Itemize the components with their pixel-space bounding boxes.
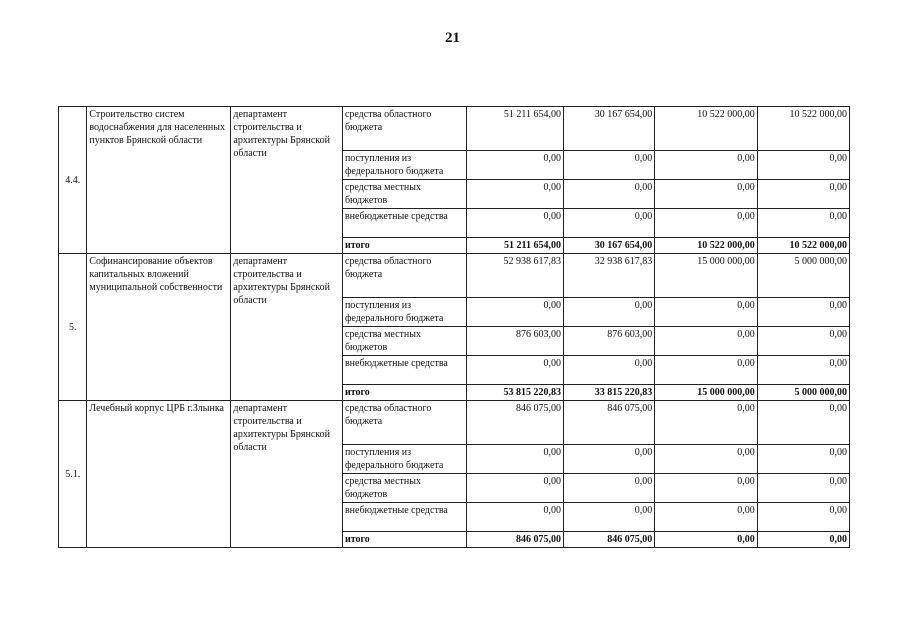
funding-source: средства областного бюджета — [342, 254, 466, 298]
funding-source: средства областного бюджета — [342, 107, 466, 151]
amount-v3: 0,00 — [655, 503, 757, 532]
funding-source: поступления из федерального бюджета — [342, 445, 466, 474]
item-name: Лечебный корпус ЦРБ г.Злынка — [87, 401, 231, 548]
amount-v3: 0,00 — [655, 532, 757, 548]
amount-v3: 0,00 — [655, 151, 757, 180]
amount-v1: 846 075,00 — [466, 401, 563, 445]
item-index: 5. — [59, 254, 87, 401]
funding-source: итого — [342, 238, 466, 254]
amount-v1: 0,00 — [466, 474, 563, 503]
amount-v2: 0,00 — [564, 474, 655, 503]
funding-source: итого — [342, 385, 466, 401]
amount-v4: 10 522 000,00 — [757, 107, 849, 151]
amount-v1: 846 075,00 — [466, 532, 563, 548]
amount-v2: 0,00 — [564, 298, 655, 327]
funding-source: поступления из федерального бюджета — [342, 151, 466, 180]
table-row — [59, 401, 850, 445]
amount-v2: 0,00 — [564, 445, 655, 474]
amount-v2: 846 075,00 — [564, 532, 655, 548]
amount-v3: 15 000 000,00 — [655, 254, 757, 298]
item-name: Строительство систем водоснабжения для населенных пунктов Брянской области — [87, 107, 231, 254]
amount-v4: 0,00 — [757, 532, 849, 548]
amount-v2: 32 938 617,83 — [564, 254, 655, 298]
amount-v1: 0,00 — [466, 356, 563, 385]
amount-v4: 0,00 — [757, 401, 849, 445]
amount-v1: 876 603,00 — [466, 327, 563, 356]
amount-v1: 52 938 617,83 — [466, 254, 563, 298]
amount-v3: 0,00 — [655, 209, 757, 238]
amount-v4: 0,00 — [757, 445, 849, 474]
amount-v1: 0,00 — [466, 180, 563, 209]
amount-v2: 0,00 — [564, 209, 655, 238]
amount-v3: 0,00 — [655, 474, 757, 503]
amount-v3: 15 000 000,00 — [655, 385, 757, 401]
item-executor: департамент строительства и архитектуры Брянской области — [231, 254, 343, 401]
amount-v2: 846 075,00 — [564, 401, 655, 445]
amount-v4: 0,00 — [757, 209, 849, 238]
amount-v3: 0,00 — [655, 180, 757, 209]
amount-v2: 0,00 — [564, 180, 655, 209]
funding-source: внебюджетные средства — [342, 503, 466, 532]
item-name: Софинансирование объектов капитальных вложений муниципальной собственности — [87, 254, 231, 401]
page-number: 21 — [445, 30, 460, 46]
amount-v2: 33 815 220,83 — [564, 385, 655, 401]
amount-v4: 10 522 000,00 — [757, 238, 849, 254]
item-executor: департамент строительства и архитектуры Брянской области — [231, 401, 343, 548]
amount-v1: 0,00 — [466, 298, 563, 327]
funding-source: поступления из федерального бюджета — [342, 298, 466, 327]
amount-v1: 51 211 654,00 — [466, 238, 563, 254]
amount-v4: 0,00 — [757, 474, 849, 503]
item-index: 4.4. — [59, 107, 87, 254]
amount-v1: 0,00 — [466, 445, 563, 474]
amount-v2: 876 603,00 — [564, 327, 655, 356]
funding-source: итого — [342, 532, 466, 548]
amount-v3: 10 522 000,00 — [655, 238, 757, 254]
amount-v1: 51 211 654,00 — [466, 107, 563, 151]
amount-v3: 0,00 — [655, 401, 757, 445]
item-executor: департамент строительства и архитектуры Брянской области — [231, 107, 343, 254]
funding-source: средства местных бюджетов — [342, 327, 466, 356]
amount-v2: 0,00 — [564, 356, 655, 385]
amount-v3: 10 522 000,00 — [655, 107, 757, 151]
amount-v3: 0,00 — [655, 327, 757, 356]
amount-v3: 0,00 — [655, 445, 757, 474]
funding-source: средства местных бюджетов — [342, 180, 466, 209]
funding-source: средства местных бюджетов — [342, 474, 466, 503]
table-row — [59, 254, 850, 298]
amount-v4: 0,00 — [757, 503, 849, 532]
table-row — [59, 107, 850, 151]
amount-v2: 0,00 — [564, 503, 655, 532]
funding-source: внебюджетные средства — [342, 209, 466, 238]
amount-v3: 0,00 — [655, 356, 757, 385]
amount-v4: 0,00 — [757, 298, 849, 327]
budget-table — [58, 106, 850, 548]
amount-v4: 0,00 — [757, 356, 849, 385]
amount-v4: 5 000 000,00 — [757, 254, 849, 298]
item-index: 5.1. — [59, 401, 87, 548]
amount-v4: 0,00 — [757, 180, 849, 209]
funding-source: средства областного бюджета — [342, 401, 466, 445]
amount-v1: 0,00 — [466, 209, 563, 238]
amount-v1: 0,00 — [466, 503, 563, 532]
amount-v4: 0,00 — [757, 151, 849, 180]
funding-source: внебюджетные средства — [342, 356, 466, 385]
amount-v1: 0,00 — [466, 151, 563, 180]
amount-v2: 30 167 654,00 — [564, 107, 655, 151]
amount-v2: 0,00 — [564, 151, 655, 180]
amount-v3: 0,00 — [655, 298, 757, 327]
amount-v2: 30 167 654,00 — [564, 238, 655, 254]
amount-v4: 5 000 000,00 — [757, 385, 849, 401]
amount-v4: 0,00 — [757, 327, 849, 356]
amount-v1: 53 815 220,83 — [466, 385, 563, 401]
